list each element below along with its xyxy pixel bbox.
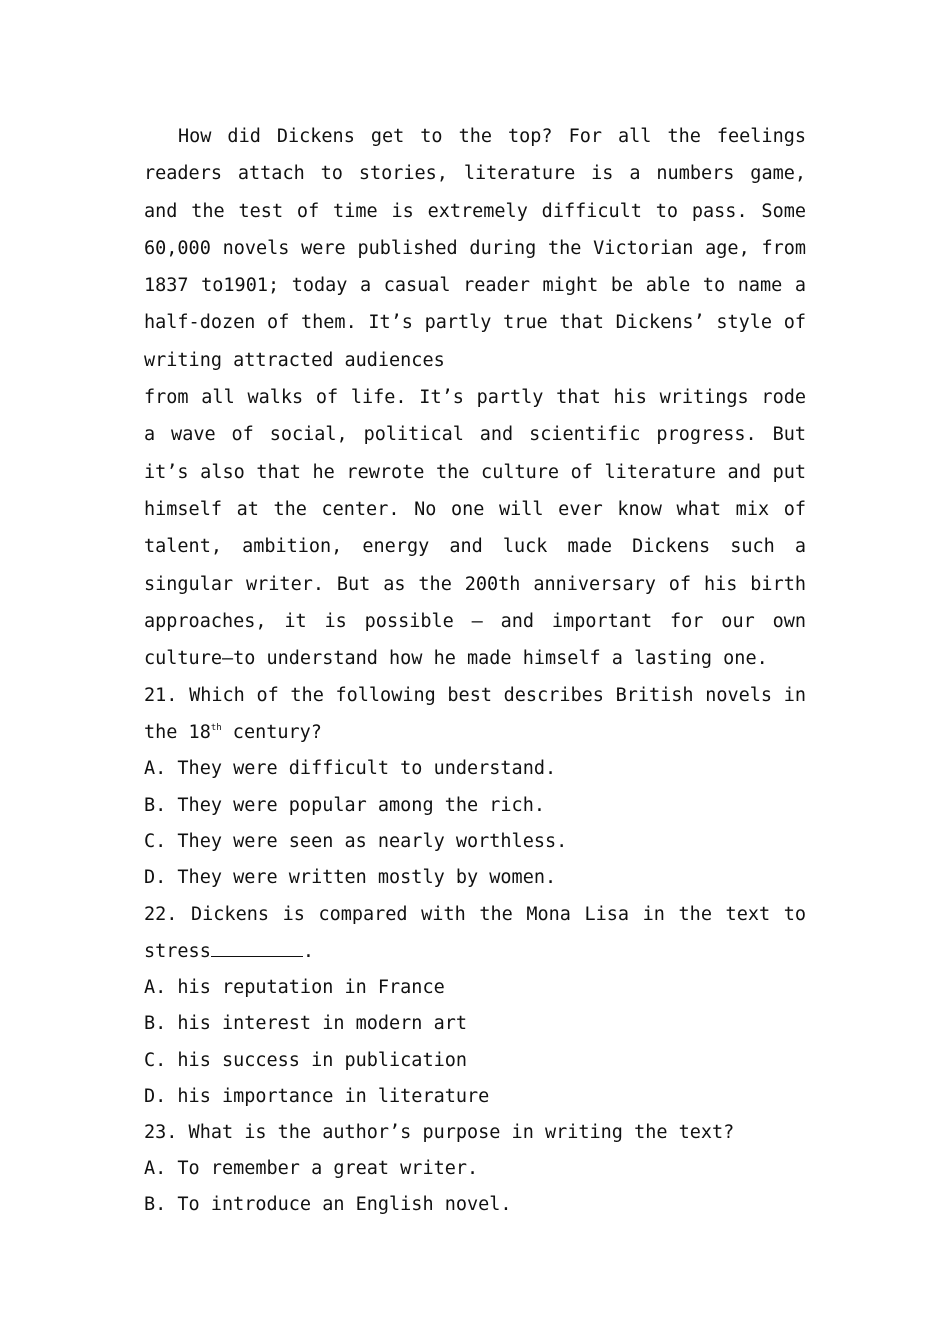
- question-22-option-c: C. his success in publication: [144, 1049, 468, 1071]
- question-22-stem-text: 22. Dickens is compared with the Mona Lisa in the text to stress: [144, 904, 806, 963]
- question-21-stem-text: 21. Which of the following best describes British novels in the 18: [144, 685, 806, 744]
- question-22-stem-end: .: [302, 941, 314, 963]
- question-22-option-a: A. his reputation in France: [144, 977, 445, 999]
- question-23-option-b: B. To introduce an English novel.: [144, 1194, 512, 1216]
- question-23-option-a: A. To remember a great writer.: [144, 1158, 479, 1180]
- question-22-stem: [144, 896, 806, 970]
- passage-paragraph-2: from all walks of life. It’s partly that his writings rode a wave of social, political and scientific progress. But it’s also that he rewrote the culture of literature and put himself at the center. No one will ever know what mix of talent, ambition, energy and luck made Dickens such a singular writer. But as the 200th anniversary of his birth approaches, it is possible — and important for our own culture—to understand how he made himself a lasting one.: [144, 387, 806, 670]
- answer-blank: [211, 940, 303, 957]
- question-21-option-c: C. They were seen as nearly worthless.: [144, 830, 568, 852]
- question-23-stem: 23. What is the author’s purpose in writing the text?: [144, 1122, 735, 1144]
- question-21: [144, 677, 806, 896]
- passage-paragraph-1: How did Dickens get to the top? For all the feelings readers attach to stories, literature is a numbers game, and the test of time is extremely difficult to pass. Some 60,000 novels were published during the Victorian age, from 1837 to1901; today a casual reader might be able to name a half-dozen of them. It’s partly true that Dickens’ style of writing attracted audiences: [144, 126, 806, 371]
- question-21-option-d: D. They were written mostly by women.: [144, 867, 557, 889]
- question-22: [144, 896, 806, 1115]
- document-page: [144, 118, 806, 1224]
- question-23: [144, 1115, 806, 1224]
- question-22-option-d: D. his importance in literature: [144, 1085, 490, 1107]
- question-21-stem: [144, 677, 806, 751]
- question-21-stem-end: century?: [221, 722, 322, 744]
- question-21-option-a: A. They were difficult to understand.: [144, 758, 557, 780]
- question-22-option-b: B. his interest in modern art: [144, 1013, 468, 1035]
- ordinal-superscript: th: [210, 723, 222, 734]
- question-21-option-b: B. They were popular among the rich.: [144, 794, 545, 816]
